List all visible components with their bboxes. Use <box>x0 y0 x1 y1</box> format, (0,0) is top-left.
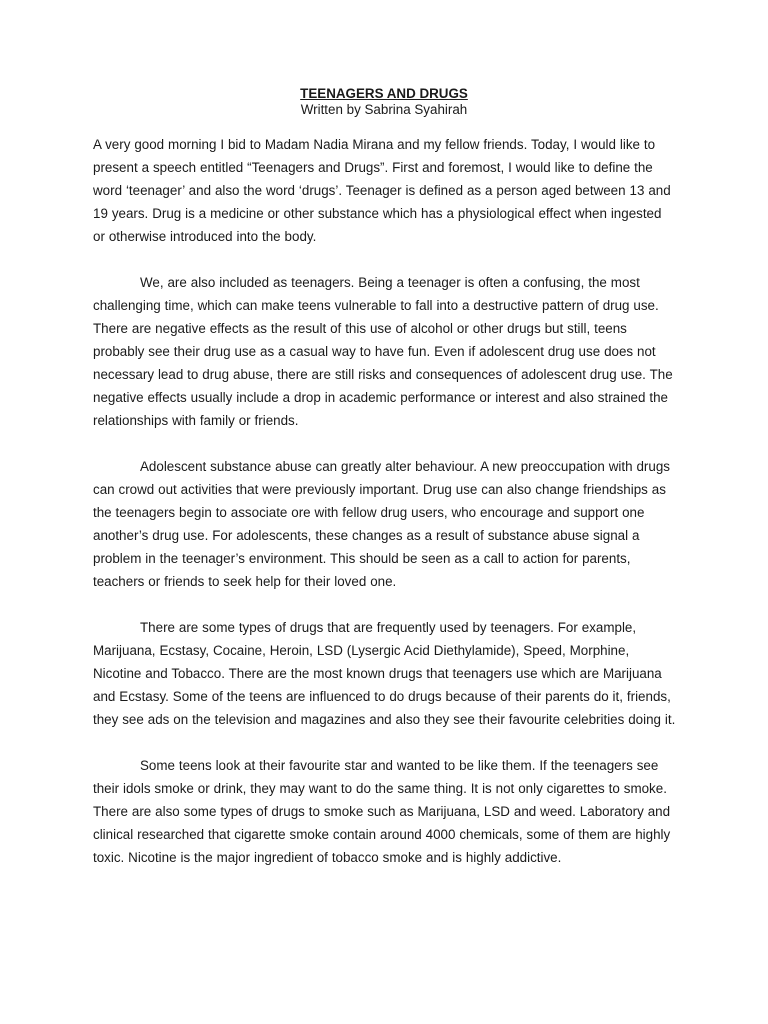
paragraph-smoking: Some teens look at their favourite star and wanted to be like them. If the teenagers see their idols smoke or drink, they may want to do the same thing. It is not only cigarettes to smoke. There are also some types of drugs to smoke such as Marijuana, LSD and weed. Laboratory and clinical researched that cigarette smoke contain around 4000 chemicals, some of them are highly toxic. Nicotine is the major ingredient of tobacco smoke and is highly addictive. <box>93 758 671 865</box>
paragraph-intro: A very good morning I bid to Madam Nadia Mirana and my fellow friends. Today, I would like to present a speech entitled “Teenagers and Drugs”. First and foremost, I would like to define the word ‘teenager’ and also the word ‘drugs’. Teenager is defined as a person aged between 13 and 19 years. Drug is a medicine or other substance which has a physiological effect when ingested or otherwise introduced into the body. <box>93 137 671 244</box>
paragraph-behaviour-change: Adolescent substance abuse can greatly alter behaviour. A new preoccupation with drugs can crowd out activities that were previously important. Drug use can also change friendships as the teenagers begin to associate ore with fellow drug users, who encourage and support one another’s drug use. For adolescents, these changes as a result of substance abuse signal a problem in the teenager’s environment. This should be seen as a call to action for parents, teachers or friends to seek help for their loved one. <box>93 459 670 589</box>
document-body <box>93 133 676 892</box>
document-author: Written by Sabrina Syahirah <box>300 102 468 117</box>
document-title: TEENAGERS AND DRUGS <box>300 86 468 101</box>
paragraph-teen-vulnerability: We, are also included as teenagers. Being a teenager is often a confusing, the most challenging time, which can make teens vulnerable to fall into a destructive pattern of drug use. There are negative effects as the result of this use of alcohol or other drugs but still, teens probably see their drug use as a casual way to have fun. Even if adolescent drug use does not necessary lead to drug abuse, there are still risks and consequences of adolescent drug use. The negative effects usually include a drop in academic performance or interest and also strained the relationships with family or friends. <box>93 275 673 428</box>
document-heading <box>0 86 768 118</box>
paragraph-drug-types: There are some types of drugs that are frequently used by teenagers. For example, Marijuana, Ecstasy, Cocaine, Heroin, LSD (Lysergic Acid Diethylamide), Speed, Morphine, Nicotine and Tobacco. There are the most known drugs that teenagers use which are Marijuana and Ecstasy. Some of the teens are influenced to do drugs because of their parents do it, friends, they see ads on the television and magazines and also they see their favourite celebrities doing it. <box>93 620 676 727</box>
